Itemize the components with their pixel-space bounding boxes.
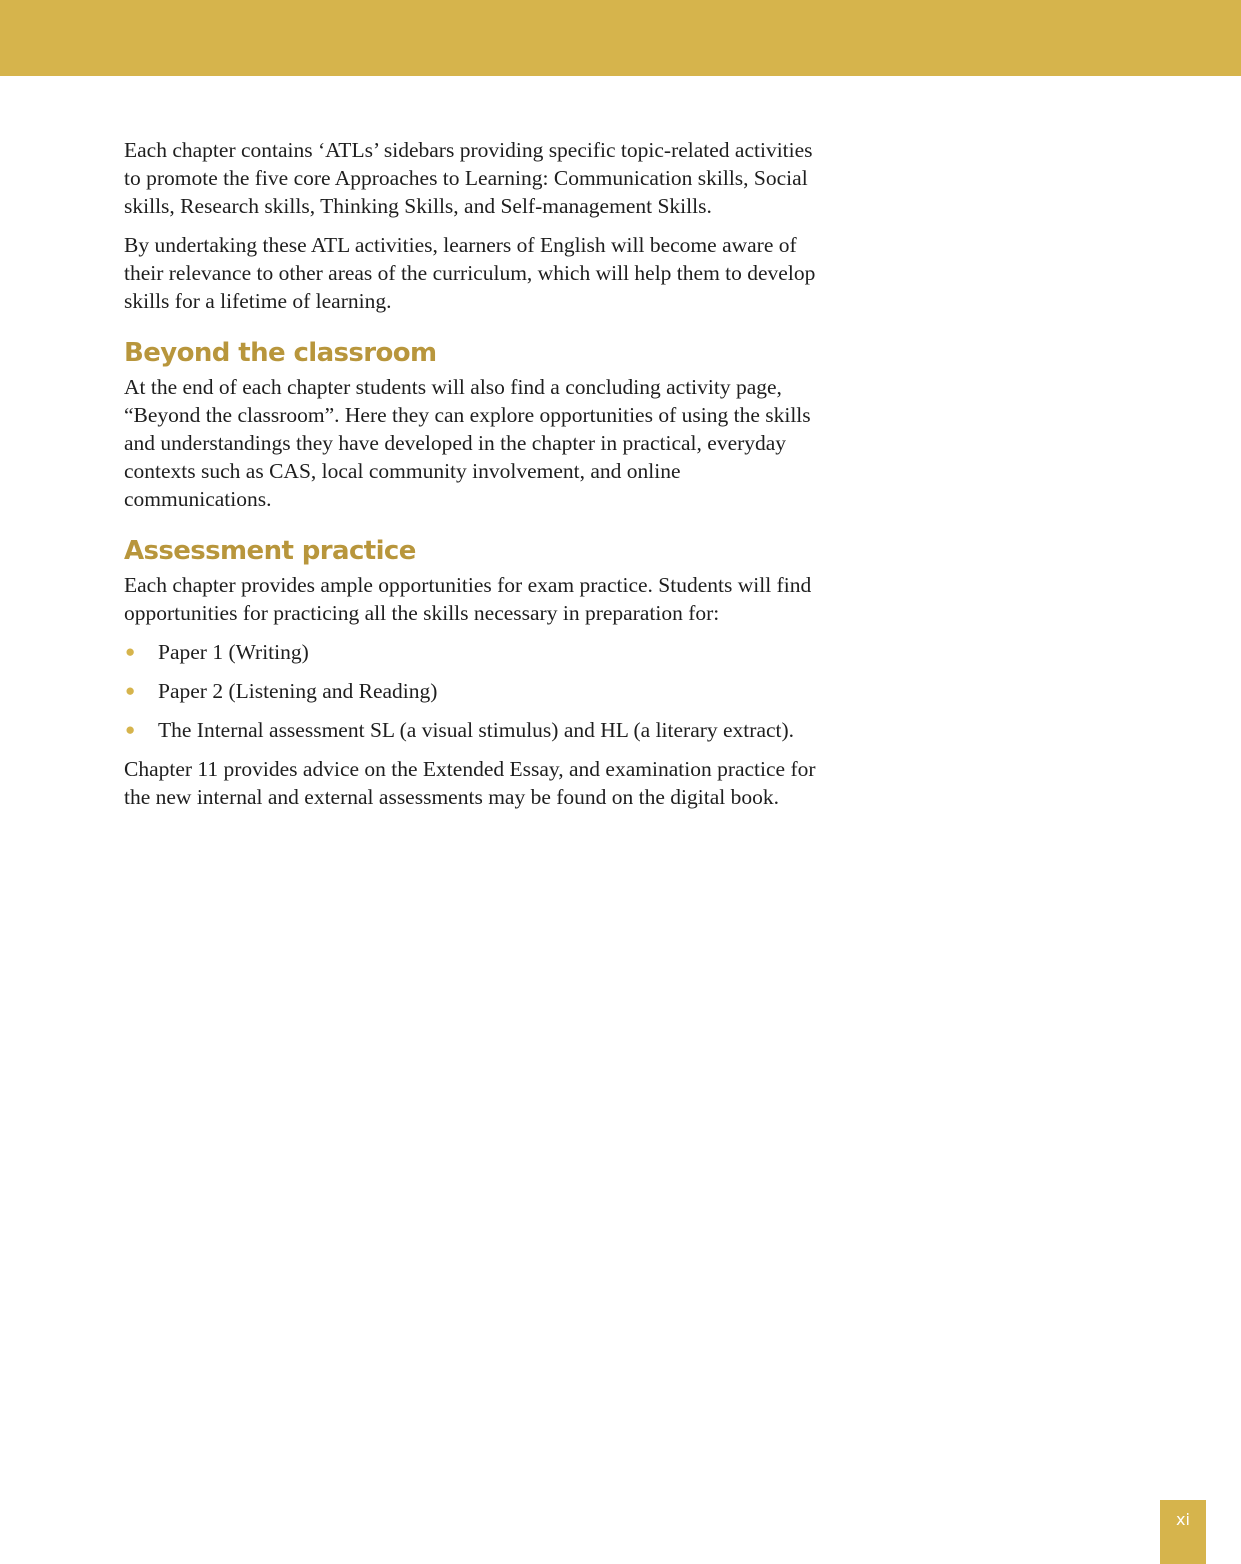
intro-paragraph-2: By undertaking these ATL activities, learners of English will become aware of their relevance to other areas of the curriculum, which will help them to develop skills for a lifetime of learning. [124, 233, 816, 313]
page-number-tab [1160, 1500, 1206, 1564]
list-item [124, 716, 824, 744]
beyond-paragraph: At the end of each chapter students will also find a concluding activity page, “Beyond the classroom”. Here they can explore opportunities of using the skills and understandings they have developed in the chapter in practical, everyday contexts such as CAS, local community involvement, and online communications. [124, 375, 811, 511]
page-number: xi [1176, 1510, 1190, 1529]
beyond-heading: Beyond the classroom [124, 338, 437, 368]
assessment-paragraph-1: Each chapter provides ample opportunities for exam practice. Students will find opportunities for practicing all the skills necessary in preparation for: [124, 573, 812, 625]
intro-paragraph-1: Each chapter contains ‘ATLs’ sidebars providing specific topic-related activities to promote the five core Approaches to Learning: Communication skills, Social skills, Research skills, Thinking Skills, and Self-management Skills. [124, 138, 813, 218]
list-item [124, 677, 824, 705]
list-item-text: The Internal assessment SL (a visual stimulus) and HL (a literary extract). [158, 718, 795, 742]
assessment-paragraph-2: Chapter 11 provides advice on the Extended Essay, and examination practice for the new internal and external assessments may be found on the digital book. [124, 757, 816, 809]
bullet-icon: ● [125, 681, 136, 700]
assessment-heading: Assessment practice [124, 536, 416, 566]
list-item-text: Paper 1 (Writing) [158, 640, 309, 664]
list-item [124, 638, 824, 666]
list-item-text: Paper 2 (Listening and Reading) [158, 679, 438, 703]
bullet-icon: ● [125, 720, 136, 739]
bullet-icon: ● [125, 642, 136, 661]
assessment-bullet-list [124, 638, 824, 744]
main-content [124, 136, 824, 822]
header-band [0, 0, 1241, 76]
